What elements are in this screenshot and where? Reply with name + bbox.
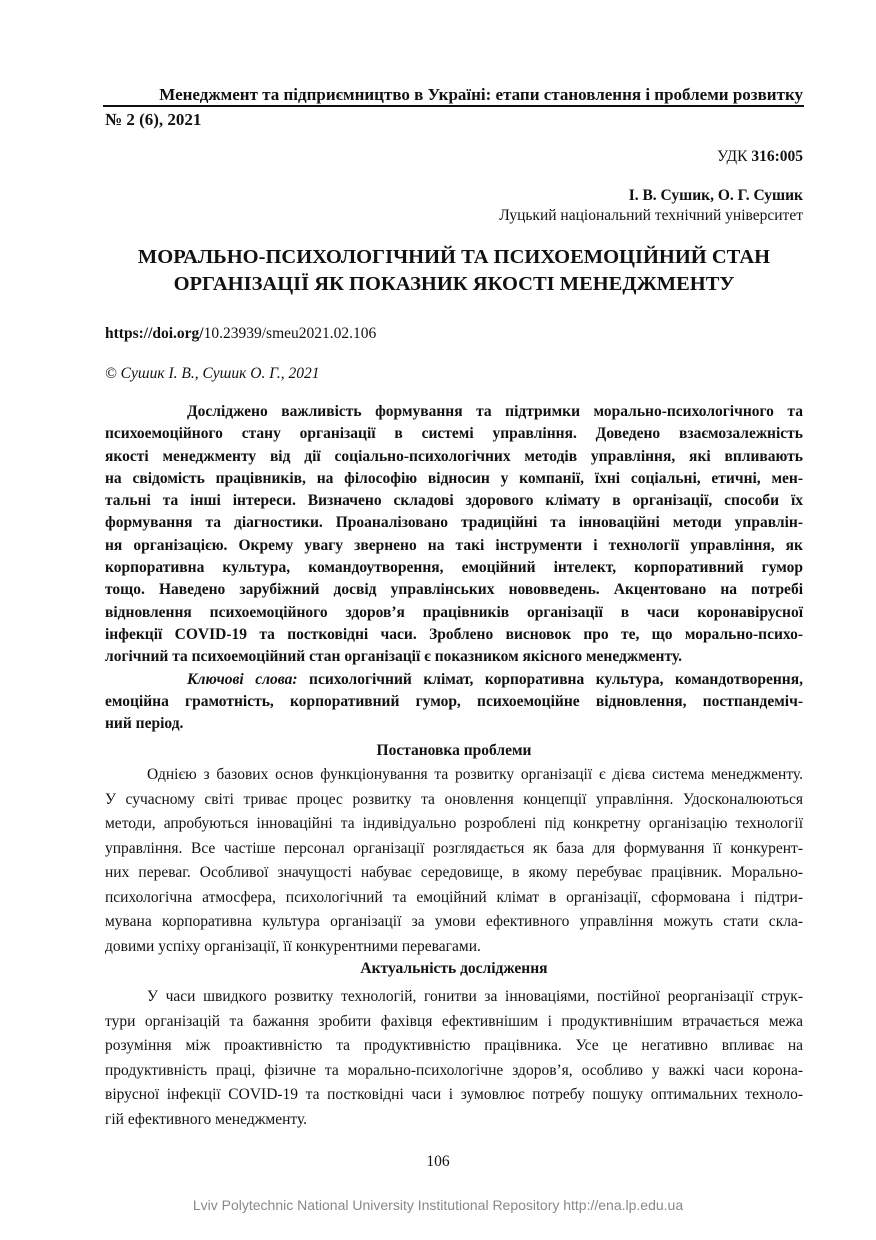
text-line: вірусної інфекції COVID-19 та постковідні часи і зумовлює потребу пошуку оптимальних техноло-	[105, 1086, 803, 1103]
doi-prefix: https://doi.org/	[105, 325, 204, 342]
text-line: У часи швидкого розвитку технологій, гонитви за інноваціями, постійної реорганізації струк-	[147, 988, 803, 1005]
text-line: формування та діагностики. Проаналізовано традиційні та інноваційні методи управлін-	[105, 514, 803, 532]
issue-number: № 2 (6), 2021	[105, 110, 202, 129]
text-line: корпоративна культура, командоутворення, емоційний інтелект, корпоративний гумор	[105, 559, 803, 577]
keywords-line: емоційна грамотність, корпоративний гумор, психоемоційне відновлення, постпандеміч-	[105, 692, 803, 710]
text-line: мувана корпоративна культура організації за умови ефективного управління можуть стати скла-	[105, 913, 803, 930]
doi-id: 10.23939/smeu2021.02.106	[203, 325, 377, 342]
section-paragraph	[105, 985, 803, 1132]
doi-link[interactable]	[105, 325, 376, 343]
copyright: © Сушик І. В., Сушик О. Г., 2021	[105, 365, 320, 382]
text-line: тощо. Наведено зарубіжний досвід управлінських нововведень. Акцентовано на потребі	[105, 581, 803, 599]
text-line: методи, апробуються інноваційні та індивідуально розроблені під конкретну організацію технології	[105, 815, 803, 832]
text-line: управління. Все частіше персонал організації розглядається як база для формування її конкурент-	[105, 839, 803, 857]
text-line: тальні та інші інтереси. Визначено складові здорового клімату в організації, способи їх	[105, 492, 803, 510]
keywords-label: Ключові слова:	[187, 670, 298, 688]
text-line: психоемоційного стану організації в системі управління. Доведено взаємозалежність	[105, 425, 803, 443]
section-heading: Постановка проблеми	[376, 742, 532, 759]
text-line: психологічна атмосфера, психологічний та емоційний клімат в організації, сформована і підтри-	[105, 888, 803, 906]
journal-title: Менеджмент та підприємництво в Україні: етапи становлення і проблеми розвитку	[159, 85, 803, 104]
text-line: довими успіху організації, її конкурентними перевагами.	[105, 937, 481, 955]
affiliation: Луцький національний технічний університет	[499, 207, 803, 224]
text-line: гій ефективного менеджменту.	[105, 1110, 308, 1128]
udk-value: 316:005	[751, 148, 803, 165]
text-line: відновлення психоемоційного здоров’я працівників організації в часи коронавірусної	[105, 603, 803, 621]
text-line: тури організацій та бажання зробити фахівця ефективнішим і продуктивнішим втрачається межа	[105, 1012, 803, 1030]
udk	[717, 148, 803, 166]
text-line: них переваг. Особливої значущості набуває середовище, в якому перебуває працівник. Морально-	[105, 864, 803, 881]
section-paragraph	[105, 763, 803, 959]
section-heading: Актуальність дослідження	[360, 960, 548, 977]
text-line: Досліджено важливість формування та підтримки морально-психологічного та	[187, 403, 803, 420]
header-rule	[103, 105, 804, 107]
text-line: продуктивність праці, фізичне та морально-психологічне здоров’я, особливо у важкі часи корона-	[105, 1061, 803, 1079]
article-title	[105, 244, 803, 298]
text-line: ня організацією. Окрему увагу звернено на такі інструменти і технології управління, як	[105, 536, 803, 554]
text-line: інфекції COVID-19 та постковідні часи. Зроблено висновок про те, що морально-психо-	[105, 625, 803, 643]
text-line: Однією з базових основ функціонування та розвитку організації є дієва система менеджменту.	[147, 766, 803, 783]
keywords-line: Ключові слова: психологічний клімат, корпоративна культура, командотворення,	[187, 670, 804, 688]
authors: І. В. Сушик, О. Г. Сушик	[628, 187, 803, 204]
title-line: МОРАЛЬНО-ПСИХОЛОГІЧНИЙ ТА ПСИХОЕМОЦІЙНИЙ СТАН	[137, 246, 771, 268]
text-line: на свідомість працівників, на філософію відносин у компанії, їхні соціальні, етичні, мен-	[105, 469, 803, 487]
title-line: ОРГАНІЗАЦІЇ ЯК ПОКАЗНИК ЯКОСТІ МЕНЕДЖМЕНТУ	[173, 273, 735, 295]
text-line: логічний та психоемоційний стан організації є показником якісного менеджменту.	[105, 648, 682, 666]
keywords-line: ний період.	[105, 715, 184, 733]
text-line: якості менеджменту від дії соціально-психологічних методів управління, які впливають	[105, 447, 803, 465]
text-line: У сучасному світі триває процес розвитку та оновлення концепції управління. Удосконалюються	[105, 790, 803, 808]
text-line: розуміння між проактивністю та продуктивністю працівника. Усе це негативно впливає на	[105, 1037, 803, 1054]
repository-footer: Lviv Polytechnic National University Institutional Repository http://ena.lp.edu.ua	[192, 1197, 684, 1213]
abstract	[105, 401, 803, 735]
page-number: 106	[426, 1153, 450, 1170]
udk-label: УДК	[717, 148, 748, 165]
